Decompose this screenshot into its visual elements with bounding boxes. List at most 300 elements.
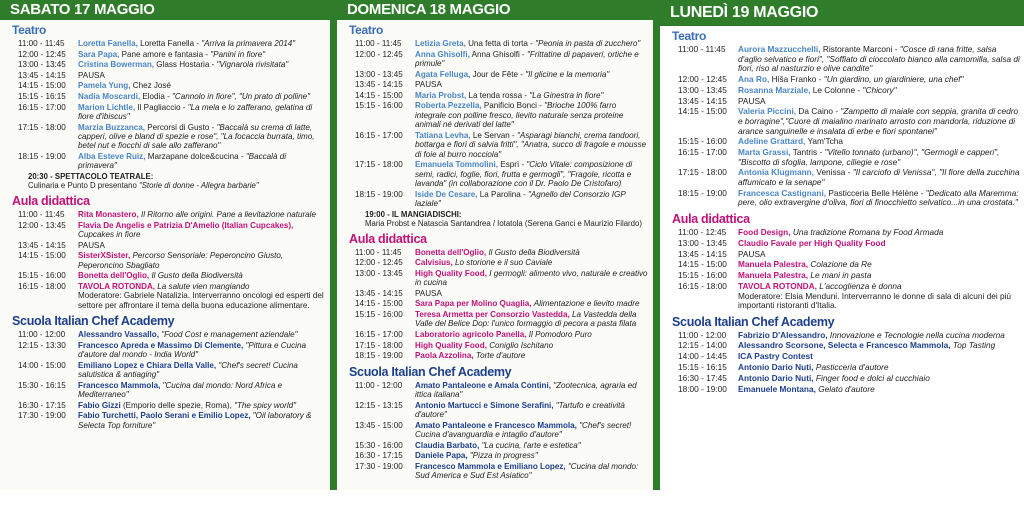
time-slot: 15:15 - 16:00 [355,309,403,319]
presenter-name: Manuela Palestra, [738,270,809,281]
presenter-name: Alessandro Scorsone, Selecta e Francesco Mammola, [738,340,951,351]
event-details [738,168,1020,187]
event-details [415,381,649,400]
event-details [415,310,649,329]
event-details [738,75,1020,85]
event-title: "Vignarola rivisitata" [216,60,289,70]
presenter-name: Fabio Turchetti, Paolo Serani e Emilio Lopez, [78,411,251,421]
event-details [415,39,649,48]
time-slot: 15:15 - 16:00 [678,270,727,281]
schedule-item [660,45,1024,74]
time-slot: 14:15 - 15:00 [678,106,727,117]
schedule-item [0,71,330,80]
time-slot: 17:30 - 19:00 [18,411,66,421]
time-slot: 13:45 - 14:15 [678,95,727,106]
time-slot: 12:15 - 14:00 [678,340,727,351]
venue-text: Elodia - [140,91,173,101]
venue-text: Le Colonne - [810,84,863,95]
presenter-name: ICA Pastry Contest [738,351,813,362]
time-slot: 13:45 - 14:15 [18,70,66,80]
event-title: "Arriva la primavera 2014" [201,39,296,48]
presenter-name: Francesco Mammola e Emiliano Lopez, [415,461,566,471]
venue-text: Ristorante Marconi - [820,44,900,54]
event-title: Percorso Sensoriale: Peperoncino Giusto, Peperoncino Sbagliato [78,251,284,270]
time-slot: 14:00 - 14:45 [678,351,727,362]
schedule-item [337,401,653,420]
event-title: "Frittatine di papaveri, ortiche e primule" [415,49,639,68]
time-slot: 18:15 - 19:00 [355,189,403,199]
presenter-name: Manuela Palestra, [738,259,809,270]
time-slot: 16:30 - 17:15 [355,451,403,461]
schedule-item [337,50,653,69]
section-title-scuola: Scuola Italian Chef Academy [12,313,175,328]
event-details [78,251,326,270]
time-slot: 18:15 - 19:00 [18,151,66,161]
venue-text: PAUSA [78,70,105,80]
presenter-name: Emiliano Lopez e Chiara Della Valle, [78,360,217,370]
event-details [415,289,649,298]
schedule-item [660,228,1024,238]
section-title-aula: Aula didattica [349,231,427,246]
presenter-name: Laboratorio agricolo Panella, [415,329,527,339]
event-title: "Il carciofo di Venissa", "Il fiore della zucchina affumicato e la senape" [738,167,1020,188]
event-details [738,331,1020,341]
event-title: Torte d'autore [475,351,526,361]
event-details [415,160,649,188]
event-title: "La cucina, l'arte e estetica" [481,440,581,450]
schedule-item [660,374,1024,384]
event-details [415,299,649,308]
presenter-name: Fabrizio D'Alessandro, [738,329,828,340]
event-details [78,50,326,59]
schedule-item [337,462,653,481]
event-title: "Il glicine e la memoria" [525,69,610,79]
event-details [415,421,649,440]
time-slot: 17:15 - 18:00 [18,122,66,132]
schedule-item [337,70,653,79]
presenter-name: Sara Papa per Molino Quaglia, [415,299,532,309]
event-details [738,228,1020,238]
event-details [415,451,649,460]
schedule-item [660,97,1024,107]
presenter-name: Iside De Cesare, [415,189,478,199]
event-title: "Pizza in progress" [469,451,538,461]
time-slot: 12:00 - 12:45 [355,49,403,59]
schedule-item [0,330,330,339]
presenter-name: Anna Ghisolfi, [415,49,470,59]
venue-text: Anna Ghisolfi - [469,49,527,59]
schedule-item [0,341,330,360]
event-title: "The spicy world" [234,400,297,410]
event-details [78,39,326,48]
time-slot: 17:30 - 19:00 [355,461,403,471]
venue-text: , Hiša Franko - [767,73,824,84]
presenter-name: Rosanna Marziale, [738,84,811,95]
presenter-name: Agata Felluga, [415,69,471,79]
schedule-item [0,282,330,310]
venue-text: Percorsi di Gusto - [145,122,217,132]
time-slot: 15:15 - 16:00 [355,101,403,111]
event-title: "Agnello del Consorzio IGP laziale" [415,189,626,208]
presenter-name: Alba Esteve Ruiz, [78,151,146,161]
venue-text: Pasticceria Belle Hélène - [826,187,926,198]
event-title: Finger food e dolci al cucchiaio [815,372,930,383]
event-details [78,81,326,90]
schedule-item [660,341,1024,351]
special-event [337,210,653,228]
event-details [738,97,1020,107]
schedule-item [337,91,653,100]
presenter-name: Loretta Fanella, [78,39,138,48]
schedule-item [337,190,653,209]
section-teatro-list [337,39,653,208]
time-slot: 13:45 - 14:15 [678,248,727,259]
schedule-item [337,441,653,450]
event-details [415,341,649,350]
day-column-monday [660,0,1024,490]
schedule-item [337,451,653,460]
event-title: Alimentazione e lievito madre [533,299,640,309]
time-slot: 16:15 - 17:00 [355,329,403,339]
event-details [415,70,649,79]
time-slot: 11:00 - 11:45 [18,39,65,48]
section-aula-list [0,210,330,310]
event-title: "La mela e lo zafferano, gelatina di fiore d'ibiscus" [78,102,313,121]
event-details [415,269,649,288]
venue-text: Chez José [130,81,171,91]
time-slot: 11:00 - 11:45 [355,247,402,257]
event-title: Il Pomodoro Puro [528,329,592,339]
presenter-name: Cristina Bowerman, [78,60,155,70]
event-title: Innovazione e Tecnologie nella cucina moderna [829,329,1005,340]
event-details [738,374,1020,384]
schedule-item [337,101,653,129]
event-title: La Vastedda della Valle del Belice Dop: l'unico formaggio di pecora a pasta filata [415,309,637,329]
schedule-item [337,248,653,257]
event-details [738,260,1020,270]
time-slot: 14:00 - 15:00 [18,360,66,370]
event-details [415,258,649,267]
event-details [738,148,1020,167]
event-title: Top Tasting [952,340,996,351]
schedule-item [0,50,330,59]
presenter-name: Antonio Dario Nuti, [738,372,814,383]
schedule-item [660,352,1024,362]
presenter-name: Nadia Moscardi, [78,91,141,101]
time-slot: 13:00 - 13:45 [18,60,66,70]
presenter-name: Emanuele Montana, [738,383,816,394]
section-teatro-list [0,39,330,171]
time-slot: 11:00 - 12:00 [678,329,727,340]
time-slot: 15:15 - 16:00 [18,271,66,281]
event-details [78,60,326,69]
presenter-name: Maria Probst, [415,90,467,100]
time-slot: 16:15 - 18:00 [18,281,66,291]
presenter-name: Amato Pantaleone e Amala Contini, [415,380,551,390]
event-details [738,385,1020,395]
presenter-name: Alessandro Vassallo, [78,329,159,339]
event-details [738,363,1020,373]
time-slot: 16:30 - 17:45 [678,372,727,383]
event-details [738,86,1020,96]
time-slot: 13:00 - 13:45 [355,69,403,79]
event-title: "Oil laboratory & Selecta Top forniture" [78,411,312,430]
bottom-margin [0,490,1024,506]
schedule-item [660,75,1024,85]
event-details [738,352,1020,362]
venue-text: PAUSA [415,288,442,298]
event-details [415,190,649,209]
presenter-name: Food Design, [738,227,791,237]
venue-text: Il Pagliaccio - [135,102,188,112]
time-slot: 15:30 - 16:15 [18,380,66,390]
event-title: "Cannolo in fiore", "Un prato di polline" [172,91,310,101]
event-title: Colazione da Re [810,259,872,270]
presenter-name: Adeline Grattard, [738,136,806,147]
presenter-name: Francesca Castignani, [738,187,827,198]
schedule-item [337,381,653,400]
event-notes: Moderatore: Elsia Menduni. Interverranno le donne di sala di alcuni dei più importanti ristoranti d'Italia. [738,290,1012,311]
event-details [415,441,649,450]
event-title: Lo storione e il suo Caviale [455,258,553,268]
time-slot: 11:00 - 12:00 [355,380,403,390]
event-notes: Moderatore: Gabriele Natalizia. Interverranno oncologi ed esperti del settore per affrontare il tema della buona educazione alimentare. [78,291,324,310]
event-title: "Dedicato alla Maremma: pere, olio extravergine d'oliva, fiori di finocchietto selvatico...in una crostata." [738,187,1019,208]
event-title: I germogli: alimento vivo, naturale e creativo in cucina [415,268,648,288]
venue-text: Una fetta di torta - [465,39,536,48]
event-title: Gelato d'autore [818,383,875,394]
event-title: Una tradizione Romana by Food Armada [792,227,944,237]
schedule-item [0,210,330,219]
event-details [78,123,326,151]
time-slot: 18:15 - 19:00 [355,351,403,361]
presenter-name: TAVOLA ROTONDA, [78,281,156,291]
day-title: LUNEDÌ 19 MAGGIO [660,0,1024,26]
presenter-name: Flavia De Angelis e Patrizia D'Amelio (Italian Cupcakes), [78,220,294,230]
time-slot: 11:00 - 11:45 [678,44,726,54]
schedule-item [337,289,653,298]
schedule-item [660,260,1024,270]
event-title: "Ciclo Vitale: composizione di semi, radici, foglie, fiori, frutta e germogli", "Fragole, ricotta e lavanda" (in collaborazione con il Dr. Paolo De Cristofaro) [415,160,633,188]
time-slot: 15:15 - 16:00 [678,136,727,147]
schedule-item [0,381,330,400]
presenter-name: Emanuela Tommolini, [415,160,499,170]
event-title: Cupcakes in fiore [78,229,141,239]
time-slot: 18:00 - 19:00 [678,383,727,394]
presenter-name: Marzia Buzzanca, [78,122,146,132]
presenter-name: Ana Ro [738,73,768,84]
venue-text: PAUSA [738,95,766,106]
event-title: "Asparagi bianchi, crema tandoori, bottarga e fiori di salvia fritti", "Anatra, succo di fragole e mousse di foie al burro nocciola" [415,130,647,159]
schedule-item [0,123,330,151]
event-title: Il Gusto della Biodiversità [151,271,243,281]
section-teatro-list [660,45,1024,208]
event-title: "Cosce di rana fritte, salsa d'aglio selvatico e fiori", "Soffiato di cioccolato bianco alla camomilla, salsa di fiori, riso al nasturzio e olive candite" [738,44,1020,74]
presenter-name: TAVOLA ROTONDA, [738,280,817,291]
section-title-teatro: Teatro [12,23,46,37]
schedule-item [337,330,653,339]
event-title: Le mani in pasta [810,270,872,281]
section-aula-list [337,248,653,361]
schedule-item [0,39,330,48]
time-slot: 11:00 - 11:45 [18,209,65,219]
time-slot: 13:45 - 15:00 [355,420,403,430]
time-slot: 12:15 - 13:30 [18,340,66,350]
presenter-name: Bonetta dell'Oglio, [415,247,487,257]
event-details [78,221,326,240]
time-slot: 17:15 - 18:00 [355,340,403,350]
venue-text: Da Caino - [796,106,841,117]
day-column-sunday [337,0,653,490]
event-details [738,189,1020,208]
venue-text: PAUSA [738,248,766,259]
time-slot: 16:15 - 17:00 [18,102,66,112]
presenter-name: Paola Azzolina, [415,351,474,361]
schedule-item [0,271,330,280]
time-slot: 15:15 - 16:15 [18,91,66,101]
event-title: "Chef's secret! Cucina d'avanguardia e intaglio d'autore" [415,420,632,439]
venue-text: Marzapane dolce&cucina - [145,151,246,161]
schedule-item [660,168,1024,187]
presenter-name: Pamela Yung, [78,81,131,91]
presenter-name: High Quality Food, [415,268,487,278]
schedule-item [337,160,653,188]
event-details [415,330,649,339]
event-details [78,241,326,250]
section-title-aula: Aula didattica [672,212,750,226]
presenter-name: Roberta Pezzella, [415,101,482,111]
time-slot: 14:15 - 15:00 [355,90,403,100]
event-details [415,50,649,69]
time-slot: 12:00 - 12:45 [18,49,66,59]
venue-text: Venissa - [814,167,853,178]
venue-text: Yam'Tcha [805,136,844,147]
event-title: "Zootecnica, agraria ed ittica italiana" [415,380,637,399]
event-title: "Brioche 100% farro integrale con polline fresco, lievito naturale senza proteine animali né derivati del latte" [415,101,624,130]
schedule-item [660,137,1024,147]
venue-text: Tantris - [790,147,825,158]
event-details [78,210,326,219]
section-scuola-list [337,381,653,481]
time-slot: 12:00 - 13:45 [18,220,66,230]
section-aula-list [660,228,1024,311]
presenter-name: Calvisius, [415,258,453,268]
event-details [415,462,649,481]
schedule-item [660,86,1024,96]
event-details [78,330,326,339]
event-details [78,361,326,380]
event-title: "Cucina dal mondo: Nord Africa e Mediterraneo" [78,380,283,399]
presenter-name: Francesco Mammola, [78,380,161,390]
presenter-name: Teresa Armetta per Consorzio Vastedda, [415,309,570,319]
schedule-item [660,189,1024,208]
venue-text: Esprì - [498,160,527,170]
time-slot: 16:15 - 17:00 [355,130,403,140]
time-slot: 16:15 - 18:00 [678,280,727,291]
schedule-item [0,361,330,380]
presenter-name: High Quality Food, [415,340,487,350]
schedule-item [337,269,653,288]
event-details [738,250,1020,260]
event-title: "Food Cost e management aziendale" [161,329,298,339]
section-title-scuola: Scuola Italian Chef Academy [349,364,512,379]
schedule-item [337,131,653,159]
schedule-item [660,331,1024,341]
event-title: "Chicory" [862,84,897,95]
venue-text: La Parolina - [477,189,528,199]
venue-text: Pane amore e fantasia - [119,49,211,59]
event-title: Il Gusto della Biodiversità [488,247,580,257]
venue-text: Glass Hostaria - [154,60,217,70]
event-title: Pasticceria d'autore [815,362,889,373]
schedule-item [660,148,1024,167]
event-details [78,401,326,410]
event-title: Il Ritorno alle origini. Pane a lievitazione naturale [140,209,316,219]
venue-text: PAUSA [415,80,442,90]
venue-text: Loretta Fanella - [137,39,202,48]
section-scuola-list [0,330,330,430]
schedule-item [337,310,653,329]
time-slot: 11:00 - 12:45 [678,227,727,237]
presenter-name: Sara Papa, [78,49,120,59]
presenter-name: Tatiana Levha, [415,130,471,140]
presenter-name: Valeria Piccini, [738,106,797,117]
time-slot: 17:15 - 18:00 [355,160,403,170]
event-details [78,103,326,122]
schedule-item [337,39,653,48]
schedule-item [337,341,653,350]
schedule-item [0,92,330,101]
schedule-item [0,221,330,240]
event-title: "Cucina dal mondo: Sud America e Sud Est Asiatico" [415,461,639,481]
schedule-item [0,81,330,90]
venue-text: La tenda rossa - [466,90,530,100]
time-slot: 17:15 - 18:00 [678,167,727,178]
presenter-name: Francesco Apreda e Massimo Di Clemente, [78,340,244,350]
event-title: "Peonia in pasta di zucchero" [535,39,641,48]
event-details [78,282,326,310]
presenter-name: Aurora Mazzucchelli, [738,44,821,54]
event-title: "Panini in fiore" [210,49,266,59]
schedule-item [0,60,330,69]
event-details [415,91,649,100]
schedule-item [0,251,330,270]
time-slot: 14:15 - 15:00 [18,251,66,261]
time-slot: 14:15 - 15:00 [678,259,727,270]
event-title: "La Ginestra in fiore" [529,90,604,100]
schedule-item [337,80,653,89]
event-details [738,107,1020,136]
time-slot: 13:45 - 14:15 [355,288,403,298]
presenter-name: Amato Pantaleone e Francesco Mammola, [415,420,577,430]
special-event-text: Maria Probst e Natascia Santandrea / Iotatola (Serena Ganci e Maurizio Filardo) [365,218,642,228]
time-slot: 12:15 - 13:15 [355,400,403,410]
time-slot: 13:45 - 14:15 [355,80,403,90]
presenter-name: Marta Grassi, [738,147,791,158]
event-details [78,71,326,80]
schedule-item [337,299,653,308]
schedule-item [337,421,653,440]
presenter-name: Marion Lichtle, [78,102,136,112]
event-title: "Pittura e Cucina d'autore dal mondo - India World" [78,340,306,359]
time-slot: 13:00 - 13:45 [355,268,403,278]
event-details [738,239,1020,249]
time-slot: 15:30 - 16:00 [355,440,403,450]
event-details [738,271,1020,281]
schedule-item [0,152,330,171]
time-slot: 16:15 - 17:00 [678,147,727,158]
special-event [0,172,330,190]
